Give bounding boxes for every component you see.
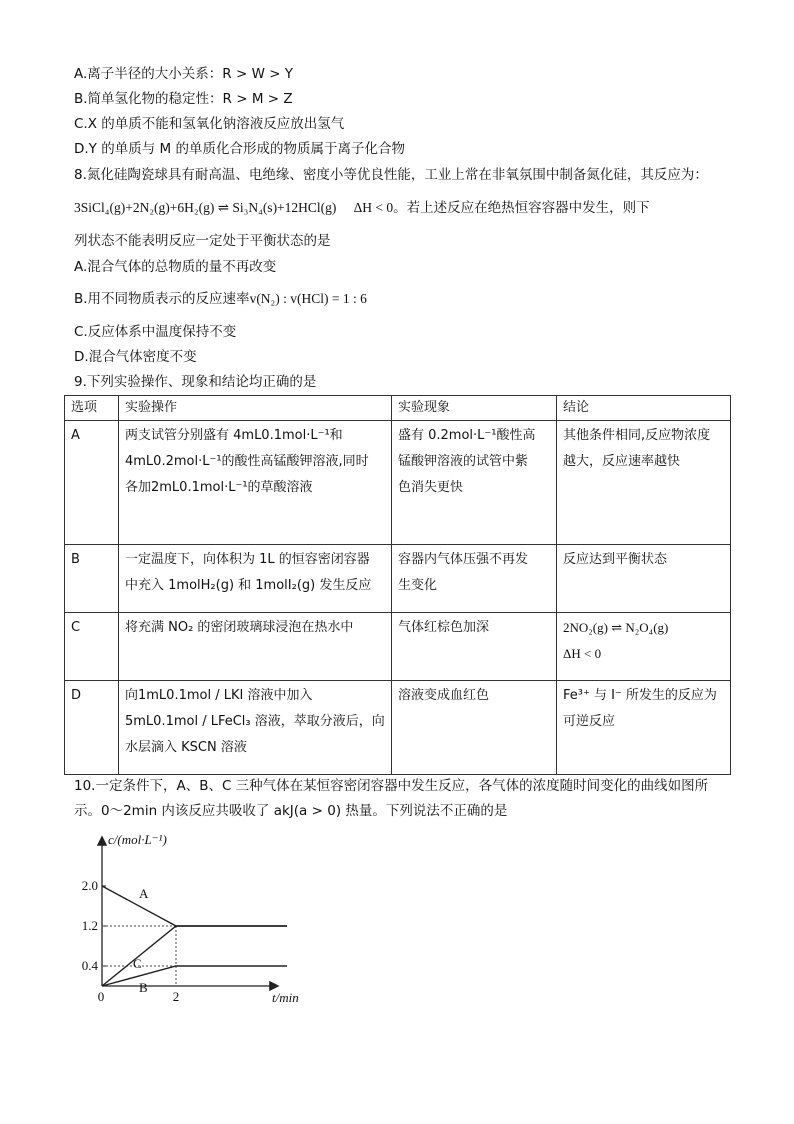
q8-stem: 8.氮化硅陶瓷球具有耐高温、电绝缘、密度小等优良性能，工业上常在非氧氛围中制备氮化硅，其反应为： xyxy=(74,167,708,183)
row-conclusion-line: 可逆反应 xyxy=(563,714,616,729)
row-phenomenon-line: 盛有 0.2mol·L⁻¹酸性高 xyxy=(398,428,536,443)
series-C-label: C xyxy=(133,956,142,971)
row-option: B xyxy=(65,545,119,613)
row-conclusion-line: 2NO₂(g) ⇌ N₂O₄(g) xyxy=(563,620,669,635)
row-option: C xyxy=(65,613,119,681)
x-axis-label: t/min xyxy=(272,990,299,1005)
q8-option-b-rate: v(N₂) : v(HCl) = 1 : 6 xyxy=(249,291,367,306)
row-phenomenon xyxy=(392,545,557,613)
row-option: D xyxy=(65,681,119,775)
row-conclusion xyxy=(557,545,731,613)
row-operation-line: 两支试管分别盛有 4mL0.1mol·L⁻¹和 xyxy=(125,428,343,443)
experiment-table xyxy=(64,395,731,775)
y-axis-label: c/(mol·L⁻¹) xyxy=(108,832,167,847)
row-operation-line: 4mL0.2mol·L⁻¹的酸性高锰酸钾溶液,同时 xyxy=(125,454,369,469)
row-operation-line: 5mL0.1mol / LFeCl₃ 溶液，萃取分液后，向 xyxy=(125,714,385,729)
table-row xyxy=(65,613,731,681)
table-header-row xyxy=(65,396,731,421)
table-row xyxy=(65,681,731,775)
series-A-label: A xyxy=(139,886,149,901)
x-tick-label: 0 xyxy=(97,989,105,1004)
row-conclusion-line: ΔH < 0 xyxy=(563,646,602,661)
row-conclusion xyxy=(557,613,731,681)
series-C-line xyxy=(102,926,287,986)
q8-stem-end: 列状态不能表明反应一定处于平衡状态的是 xyxy=(74,233,331,249)
q8-option-d: D.混合气体密度不变 xyxy=(74,349,197,365)
row-operation xyxy=(119,613,392,681)
row-operation xyxy=(119,545,392,613)
row-conclusion xyxy=(557,421,731,545)
row-operation-line: 中充入 1molH₂(g) 和 1molI₂(g) 发生反应 xyxy=(125,578,372,593)
row-phenomenon xyxy=(392,613,557,681)
row-conclusion-line: Fe³⁺ 与 I⁻ 所发生的反应为 xyxy=(563,688,717,703)
row-operation xyxy=(119,421,392,545)
header-phenomenon: 实验现象 xyxy=(392,396,557,421)
y-tick-label: 1.2 xyxy=(81,918,98,933)
row-operation-line: 一定温度下，向体积为 1L 的恒容密闭容器 xyxy=(125,552,370,567)
q7-option-d: D.Y 的单质与 M 的单质化合形成的物质属于离子化合物 xyxy=(74,141,405,157)
y-tick-label: 0.4 xyxy=(81,958,98,973)
row-phenomenon xyxy=(392,421,557,545)
row-operation-line: 水层滴入 KSCN 溶液 xyxy=(125,740,247,755)
header-conclusion: 结论 xyxy=(557,396,731,421)
q8-option-a: A.混合气体的总物质的量不再改变 xyxy=(74,259,277,275)
q8-option-b-text: B.用不同物质表示的反应速率 xyxy=(74,291,250,307)
q7-option-a: A.离子半径的大小关系：R > W > Y xyxy=(74,66,294,82)
x-tick-label: 2 xyxy=(172,989,180,1004)
q8-enthalpy: ΔH < 0 xyxy=(353,200,394,215)
q8-stem-cont: 。若上述反应在绝热恒容容器中发生，则下 xyxy=(393,200,650,216)
q8-option-b xyxy=(74,290,367,308)
row-conclusion-line: 反应达到平衡状态 xyxy=(563,552,668,567)
row-phenomenon-line: 色消失更快 xyxy=(398,480,464,495)
row-phenomenon-line: 容器内气体压强不再发 xyxy=(398,552,529,567)
series-B-label: B xyxy=(139,980,148,995)
q8-equation: 3SiCl₄(g)+2N₂(g)+6H₂(g) ⇌ Si₃N₄(s)+12HCl(g) xyxy=(74,200,337,215)
row-conclusion-line: 越大，反应速率越快 xyxy=(563,454,681,469)
q7-option-c: C.X 的单质不能和氢氧化钠溶液反应放出氢气 xyxy=(74,116,345,132)
q10-stem-cont: 示。0～2min 内该反应共吸收了 akJ(a > 0) 热量。下列说法不正确的是 xyxy=(74,803,508,819)
row-phenomenon xyxy=(392,681,557,775)
concentration-time-chart xyxy=(70,830,299,1010)
row-operation-line: 各加2mL0.1mol·L⁻¹的草酸溶液 xyxy=(125,480,313,495)
row-option: A xyxy=(65,421,119,545)
series-A-line xyxy=(102,886,287,926)
header-operation: 实验操作 xyxy=(119,396,392,421)
row-operation-line: 向1mL0.1mol / LKI 溶液中加入 xyxy=(125,688,313,703)
header-option: 选项 xyxy=(65,396,119,421)
row-conclusion xyxy=(557,681,731,775)
q8-option-c: C.反应体系中温度保持不变 xyxy=(74,324,237,340)
q8-equation-line xyxy=(74,199,650,217)
q9-stem: 9.下列实验操作、现象和结论均正确的是 xyxy=(74,374,317,390)
series-B-line xyxy=(102,966,287,986)
table-row xyxy=(65,421,731,545)
row-operation-line: 将充满 NO₂ 的密闭玻璃球浸泡在热水中 xyxy=(125,620,354,635)
row-phenomenon-line: 气体红棕色加深 xyxy=(398,620,490,635)
q10-stem: 10.一定条件下，A、B、C 三种气体在某恒容密闭容器中发生反应，各气体的浓度随时间变化的曲线如图所 xyxy=(74,778,709,794)
table-row xyxy=(65,545,731,613)
row-phenomenon-line: 锰酸钾溶液的试管中紫 xyxy=(398,454,529,469)
row-conclusion-line: 其他条件相同,反应物浓度 xyxy=(563,428,711,443)
y-tick-label: 2.0 xyxy=(81,878,98,893)
q7-option-b: B.简单氢化物的稳定性：R > M > Z xyxy=(74,91,293,107)
row-operation xyxy=(119,681,392,775)
row-phenomenon-line: 生变化 xyxy=(398,578,438,593)
row-phenomenon-line: 溶液变成血红色 xyxy=(398,688,490,703)
